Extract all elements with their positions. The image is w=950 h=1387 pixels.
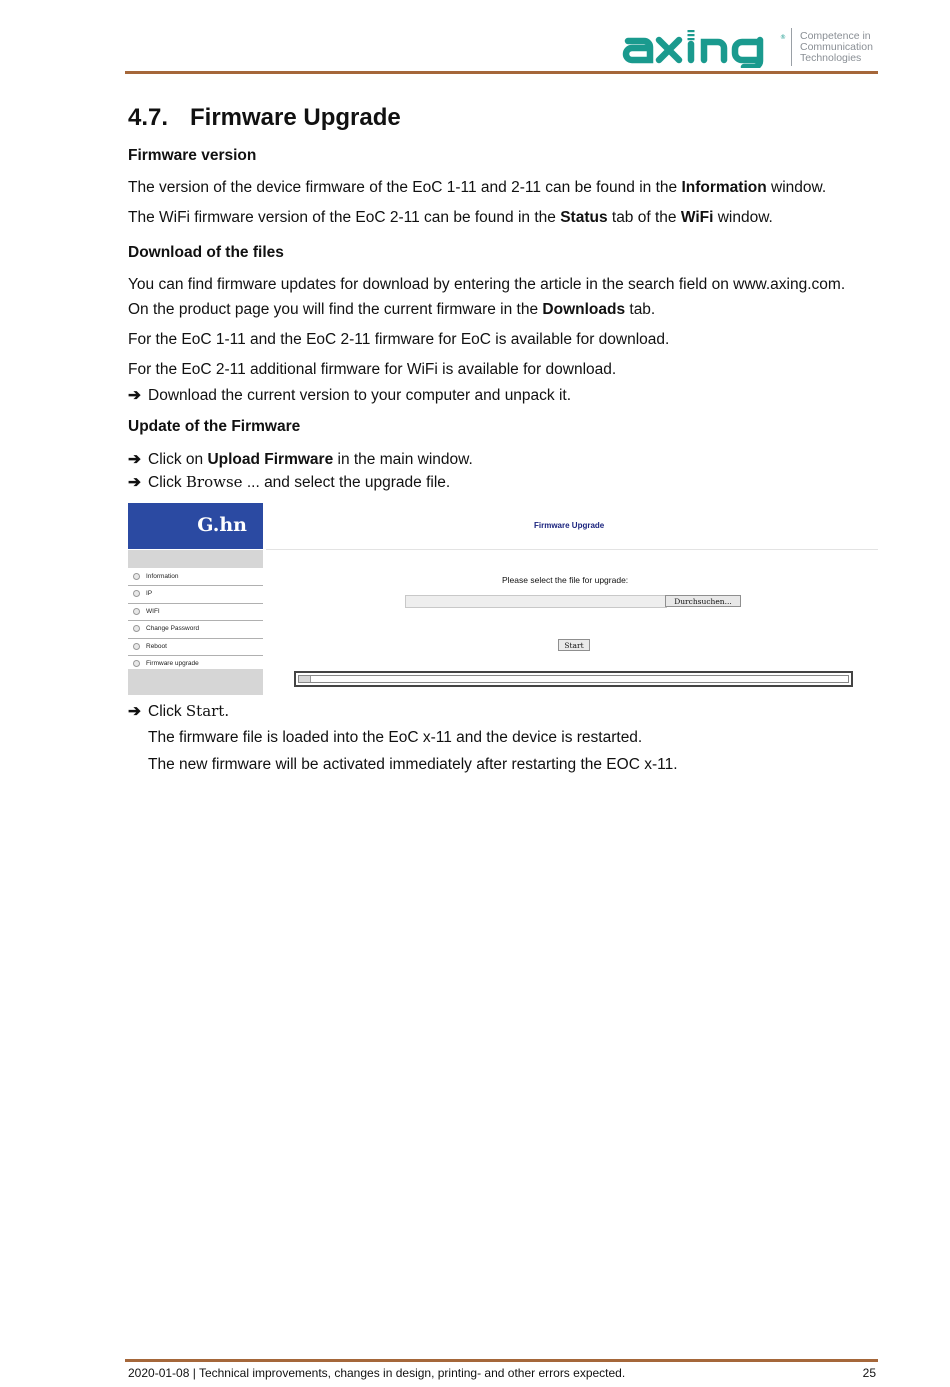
footer-text: 2020-01-08 | Technical improvements, changes in design, printing- and other errors expected. [128, 1366, 626, 1380]
sidebar-item-label: WIFI [146, 607, 160, 615]
arrow-right-icon: ➔ [128, 451, 141, 468]
text: ... and select the upgrade file. [242, 474, 451, 491]
arrow-right-icon: ➔ [128, 703, 141, 720]
text: The version of the device firmware of the EoC 1-11 and 2-11 can be found in the [128, 179, 682, 196]
bold-term: Upload Firmware [207, 451, 334, 468]
embedded-screenshot [128, 503, 878, 695]
progress-track [298, 675, 849, 683]
sidebar-item-label: Information [146, 573, 179, 580]
paragraph [128, 209, 773, 227]
bold-term: WiFi [680, 209, 714, 226]
axing-logo-mark [622, 28, 790, 68]
paragraph [128, 301, 655, 319]
firmware-upgrade-title: Firmware Upgrade [534, 521, 605, 530]
logo-tagline [800, 31, 873, 64]
note: The firmware file is loaded into the EoC x-11 and the device is restarted. [148, 729, 643, 746]
subheading-download: Download of the files [128, 244, 284, 261]
arrow-right-icon: ➔ [128, 387, 141, 404]
axing-logo [622, 28, 878, 68]
section-title: Firmware Upgrade [190, 104, 401, 131]
upgrade-prompt: Please select the file for upgrade: [502, 575, 629, 585]
svg-text:®: ® [780, 34, 786, 41]
section-number: 4.7. [128, 104, 169, 131]
bold-term: Status [560, 209, 608, 226]
logo-divider [791, 28, 792, 66]
text: window. [713, 209, 773, 226]
code-term: Browse [185, 473, 243, 491]
title-divider [266, 549, 878, 550]
sidebar-item-label: IP [146, 590, 153, 598]
bullet-icon [133, 660, 140, 667]
text: Download the current version to your computer and unpack it. [148, 387, 572, 404]
paragraph [128, 179, 826, 197]
sidebar-footer [128, 669, 263, 695]
upgrade-progress-bar [294, 671, 853, 687]
ghn-banner [128, 503, 263, 549]
sidebar-item-information[interactable] [128, 569, 263, 586]
arrow-right-icon: ➔ [128, 474, 141, 491]
bullet-icon [133, 643, 140, 650]
paragraph: You can find firmware updates for download by entering the article in the search field on www.axing.com. [128, 276, 846, 293]
progress-fill [299, 676, 311, 682]
paragraph: For the EoC 2-11 additional firmware for WiFi is available for download. [128, 361, 617, 378]
header-rule [125, 71, 878, 74]
bullet-icon [133, 573, 140, 580]
instruction-step [128, 473, 450, 492]
bold-term: Downloads [542, 301, 626, 318]
bold-term: Information [681, 179, 767, 196]
text: Click [148, 703, 186, 720]
subheading-update: Update of the Firmware [128, 418, 301, 435]
section-heading [128, 104, 401, 132]
text: tab of the [607, 209, 681, 226]
text: tab. [625, 301, 656, 318]
page-number: 25 [862, 1366, 876, 1380]
sidebar-item-wifi[interactable] [128, 604, 263, 621]
text: Click on [148, 451, 208, 468]
tagline-line: Technologies [800, 52, 862, 64]
tagline-line: Communication [800, 41, 873, 53]
sidebar-item-label: Reboot [146, 642, 167, 650]
bullet-icon [133, 590, 140, 597]
text: window. [766, 179, 827, 196]
file-path-input[interactable] [405, 595, 667, 608]
instruction-step [128, 450, 473, 469]
sidebar-item-label: Firmware upgrade [146, 659, 199, 667]
text: On the product page you will find the current firmware in the [128, 301, 543, 318]
code-term: Start. [185, 702, 230, 720]
start-button[interactable]: Start [558, 639, 590, 651]
sidebar-spacer [128, 550, 263, 568]
bullet-icon [133, 608, 140, 615]
tagline-line: Competence in [800, 30, 871, 42]
sidebar-item-label: Change Password [146, 625, 200, 633]
instruction-step [128, 702, 229, 721]
ghn-brand: G.hn [197, 514, 247, 536]
text: in the main window. [333, 451, 473, 468]
subheading-firmware-version: Firmware version [128, 147, 257, 164]
sidebar-menu [128, 569, 263, 673]
sidebar-item-reboot[interactable] [128, 639, 263, 656]
browse-button[interactable]: Durchsuchen... [665, 595, 741, 607]
text: The WiFi firmware version of the EoC 2-11 can be found in the [128, 209, 561, 226]
sidebar-item-ip[interactable] [128, 586, 263, 603]
paragraph: For the EoC 1-11 and the EoC 2-11 firmware for EoC is available for download. [128, 331, 670, 348]
sidebar-item-change-password[interactable] [128, 621, 263, 638]
instruction-step [128, 386, 571, 405]
note: The new firmware will be activated immediately after restarting the EOC x-11. [148, 756, 678, 773]
text: Click [148, 474, 186, 491]
bullet-icon [133, 625, 140, 632]
footer-rule [125, 1359, 878, 1362]
